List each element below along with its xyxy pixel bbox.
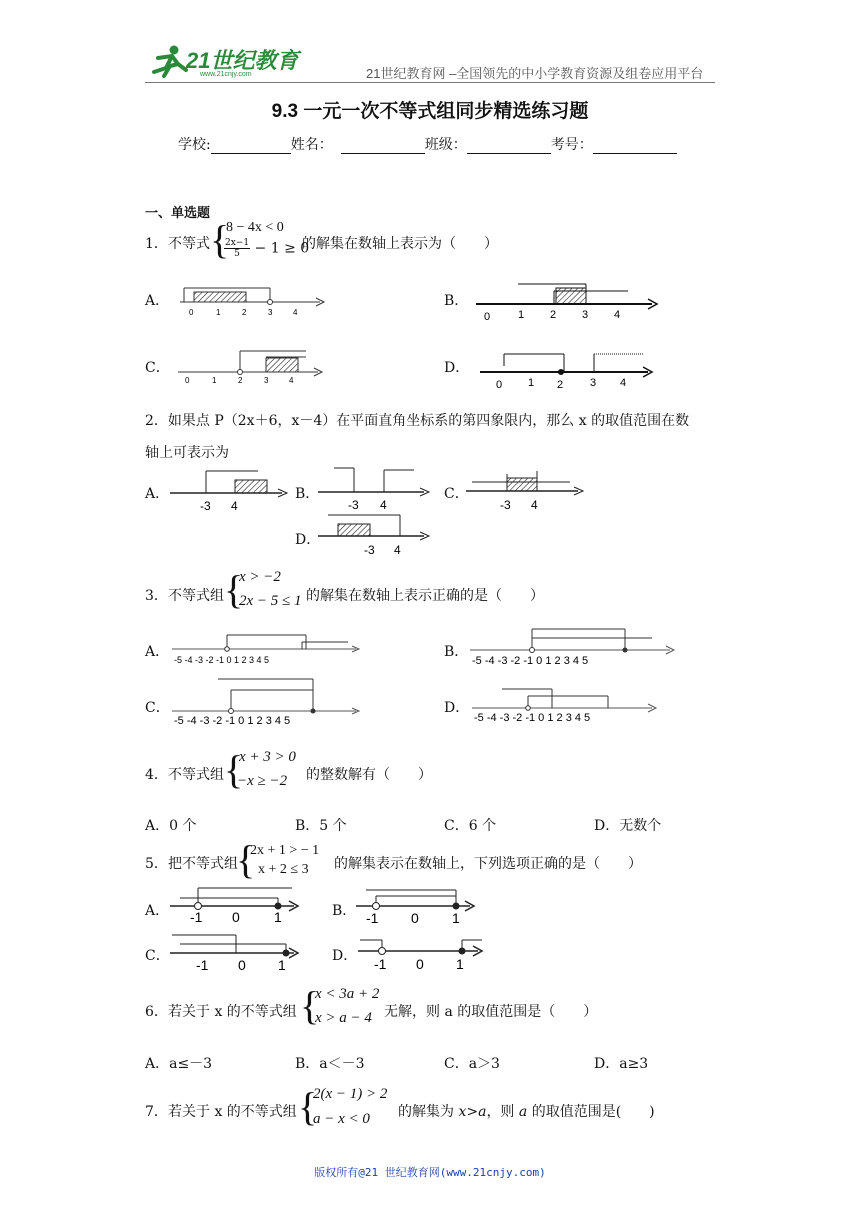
q7-suffix-d: a	[518, 1104, 528, 1120]
q1-option-d-numberline[interactable]	[480, 350, 660, 390]
q6-ineq2: x > a − 4	[315, 1010, 372, 1026]
q3-option-c-label[interactable]: C．	[145, 700, 170, 716]
q1-suffix: 的解集在数轴上表示为（ ）	[302, 236, 498, 252]
q4-choice-d[interactable]: D．无数个	[594, 818, 662, 834]
q2-option-b-numberline[interactable]	[318, 466, 438, 512]
q3-option-c-numberline[interactable]	[172, 676, 362, 726]
svg-text:2: 2	[557, 379, 564, 391]
svg-text:1: 1	[216, 308, 221, 317]
q4-suffix: 的整数解有（ ）	[306, 767, 432, 783]
svg-text:1: 1	[278, 957, 286, 973]
q2-line2: 轴上可表示为	[145, 445, 229, 461]
svg-text:4: 4	[614, 309, 621, 321]
svg-text:-5 -4 -3 -2 -1 0 1 2 3 4: -5 -4 -3 -2 -1 0 1 2 3 4 5	[174, 715, 291, 727]
q6-prefix: 若关于 x 的不等式组	[168, 1004, 297, 1020]
q1-prefix: 不等式	[168, 236, 210, 252]
q1-frac-den: 5	[234, 249, 240, 259]
svg-text:1: 1	[518, 309, 525, 321]
svg-text:1: 1	[452, 910, 460, 926]
svg-text:-1: -1	[196, 957, 209, 973]
svg-text:-1: -1	[374, 956, 387, 972]
page-title: 9.3 一元一次不等式组同步精选练习题	[271, 101, 589, 122]
q5-option-a-numberline[interactable]	[170, 886, 300, 924]
q5-option-b-label[interactable]: B．	[332, 903, 357, 919]
q5-option-a-label[interactable]: A．	[145, 903, 170, 919]
section-heading: 一、单选题	[145, 205, 211, 220]
svg-text:0: 0	[496, 379, 503, 391]
svg-text:-1: -1	[190, 909, 203, 925]
class-blank[interactable]	[467, 139, 551, 154]
q2-option-c-label[interactable]: C．	[444, 486, 469, 502]
q6-brace: {	[300, 983, 320, 1028]
q1-option-c-label[interactable]: C．	[145, 360, 170, 376]
svg-text:-5 -4 -3 -2 -1 0 1 2 3 4: -5 -4 -3 -2 -1 0 1 2 3 4 5	[474, 712, 591, 724]
q5-prefix: 把不等式组	[168, 856, 238, 872]
q7-prefix: 若关于 x 的不等式组	[168, 1104, 297, 1120]
q7-suffix-a: 的解集为	[398, 1104, 459, 1120]
q6-choice-b[interactable]: B．a＜－3	[295, 1056, 365, 1072]
q6-choice-d[interactable]: D．a≥3	[594, 1056, 649, 1072]
q4-ineq2: −x ≥ −2	[237, 773, 288, 789]
header-divider	[145, 82, 715, 83]
svg-text:-5 -4 -3 -2 -1 0 1 2 3 4: -5 -4 -3 -2 -1 0 1 2 3 4 5	[472, 655, 589, 667]
q2-option-c-numberline[interactable]	[466, 466, 596, 512]
class-label: 班级：	[424, 137, 467, 153]
svg-text:1: 1	[528, 377, 535, 389]
q5-option-d-numberline[interactable]	[358, 932, 488, 972]
q7-brace: {	[298, 1084, 318, 1129]
svg-text:4: 4	[620, 377, 627, 389]
svg-text:3: 3	[582, 309, 589, 321]
info-line	[178, 134, 677, 154]
svg-text:-3: -3	[200, 499, 211, 513]
svg-text:1: 1	[274, 909, 282, 925]
q3-prefix: 不等式组	[168, 588, 224, 604]
svg-text:4: 4	[380, 498, 387, 512]
q4-choice-a[interactable]: A．0 个	[145, 818, 197, 834]
svg-text:2: 2	[550, 309, 557, 321]
exam-no-blank[interactable]	[593, 139, 677, 154]
q5-ineq1: 2x + 1 > − 1	[250, 843, 320, 858]
svg-text:4: 4	[394, 543, 401, 557]
q5-option-d-label[interactable]: D．	[332, 948, 358, 964]
q6-number: 6．	[145, 1004, 168, 1020]
q7-number: 7．	[145, 1104, 168, 1120]
svg-text:3: 3	[268, 308, 273, 317]
q5-option-c-label[interactable]: C．	[145, 948, 170, 964]
q5-option-b-numberline[interactable]	[356, 886, 476, 926]
name-blank[interactable]	[341, 139, 425, 154]
q7-suffix	[398, 1101, 655, 1121]
header-tagline: 21世纪教育网 –全国领先的中小学教育资源及组卷应用平台	[366, 66, 704, 81]
q3-option-a-numberline[interactable]	[172, 632, 362, 668]
q3-option-d-label[interactable]: D．	[444, 700, 470, 716]
q6-choice-c[interactable]: C．a＞3	[444, 1056, 500, 1072]
svg-text:-1: -1	[366, 910, 379, 926]
school-label: 学校:	[178, 137, 211, 153]
svg-text:0: 0	[189, 308, 194, 317]
name-label: 姓名：	[290, 137, 333, 153]
exam-no-label: 考号：	[550, 137, 593, 153]
q4-number: 4．	[145, 767, 168, 783]
q7-suffix-b: x>a	[458, 1104, 487, 1120]
q5-number: 5．	[145, 856, 168, 872]
logo	[148, 44, 298, 80]
q2-option-a-label[interactable]: A．	[145, 486, 170, 502]
svg-text:-3: -3	[364, 543, 375, 557]
q3-option-b-label[interactable]: B．	[444, 644, 469, 660]
q1-ineq1: 8 − 4x < 0	[226, 220, 284, 235]
footer-copyright: 版权所有@21 世纪教育网(www.21cnjy.com)	[314, 1166, 546, 1179]
q7-ineq2: a − x < 0	[313, 1111, 370, 1127]
svg-text:-3: -3	[348, 498, 359, 512]
q2-option-d-numberline[interactable]	[318, 512, 438, 558]
q1-brace: {	[210, 217, 230, 262]
svg-text:1: 1	[456, 956, 464, 972]
svg-text:4: 4	[531, 498, 538, 512]
q7-ineq1: 2(x − 1) > 2	[313, 1086, 388, 1102]
q1-ineq2-rest: − 1 ≥ 0	[250, 240, 310, 257]
svg-text:2: 2	[242, 308, 247, 317]
q4-choice-b[interactable]: B．5 个	[295, 818, 347, 834]
q2-line1: 2．如果点 P（2x＋6，x－4）在平面直角坐标系的第四象限内，那么 x 的取值范围在数	[145, 413, 690, 429]
svg-text:4: 4	[231, 499, 238, 513]
q3-number: 3．	[145, 588, 168, 604]
q1-option-c-numberline[interactable]	[176, 349, 326, 385]
svg-text:0: 0	[232, 909, 240, 925]
q7-suffix-c: ，则	[486, 1104, 519, 1120]
q5-brace: {	[236, 837, 256, 882]
svg-text:4: 4	[293, 308, 298, 317]
q1-option-b-numberline[interactable]	[476, 282, 661, 322]
q5-option-c-numberline[interactable]	[170, 932, 300, 972]
svg-text:2: 2	[238, 376, 243, 385]
svg-text:1: 1	[212, 376, 217, 385]
q2-option-b-label[interactable]: B．	[295, 486, 320, 502]
q3-option-a-label[interactable]: A．	[145, 644, 170, 660]
svg-text:4: 4	[289, 376, 294, 385]
q1-ineq2	[224, 238, 309, 259]
q1-option-d-label[interactable]: D．	[444, 360, 470, 376]
runner-icon	[148, 44, 188, 78]
q7-suffix-e: 的取值范围是( )	[527, 1104, 655, 1120]
q3-ineq1: x > −2	[239, 569, 281, 585]
q5-suffix: 的解集表示在数轴上，下列选项正确的是（ ）	[334, 856, 642, 872]
q3-ineq2: 2x − 5 ≤ 1	[239, 593, 302, 609]
q1-option-a-label[interactable]: A．	[145, 293, 170, 309]
svg-text:0: 0	[411, 910, 419, 926]
svg-text:0: 0	[484, 311, 491, 323]
q1-option-a-numberline[interactable]	[178, 282, 328, 318]
svg-text:3: 3	[264, 376, 269, 385]
logo-url: www.21cnjy.com	[200, 71, 252, 78]
q4-choice-c[interactable]: C．6 个	[444, 818, 497, 834]
q4-ineq1: x + 3 > 0	[239, 749, 296, 765]
logo-text: 21世纪教育	[186, 48, 299, 73]
q2-option-d-label[interactable]: D．	[295, 532, 321, 548]
svg-text:3: 3	[590, 377, 597, 389]
q6-choice-a[interactable]: A．a≤－3	[145, 1056, 213, 1072]
q4-brace: {	[224, 747, 244, 792]
q2-option-a-numberline[interactable]	[170, 468, 300, 514]
svg-text:0: 0	[238, 957, 246, 973]
q3-option-b-numberline[interactable]	[470, 626, 680, 666]
svg-text:0: 0	[416, 956, 424, 972]
q6-ineq1: x < 3a + 2	[315, 986, 380, 1002]
q1-number: 1．	[145, 236, 168, 252]
q1-option-b-label[interactable]: B．	[444, 293, 469, 309]
q1-frac-num: 2x−1	[225, 238, 250, 248]
svg-text:0: 0	[185, 376, 190, 385]
q6-suffix: 无解，则 a 的取值范围是（ ）	[384, 1004, 598, 1020]
q3-option-d-numberline[interactable]	[472, 686, 662, 726]
svg-text:-3: -3	[500, 498, 511, 512]
q3-suffix: 的解集在数轴上表示正确的是（ ）	[306, 588, 544, 604]
svg-text:-5 -4 -3 -2 -1 0 1 2 3 4: -5 -4 -3 -2 -1 0 1 2 3 4 5	[174, 655, 270, 665]
school-blank[interactable]	[211, 139, 291, 154]
q4-prefix: 不等式组	[168, 767, 224, 783]
q3-brace: {	[224, 567, 244, 612]
q5-ineq2: x + 2 ≤ 3	[258, 862, 309, 877]
